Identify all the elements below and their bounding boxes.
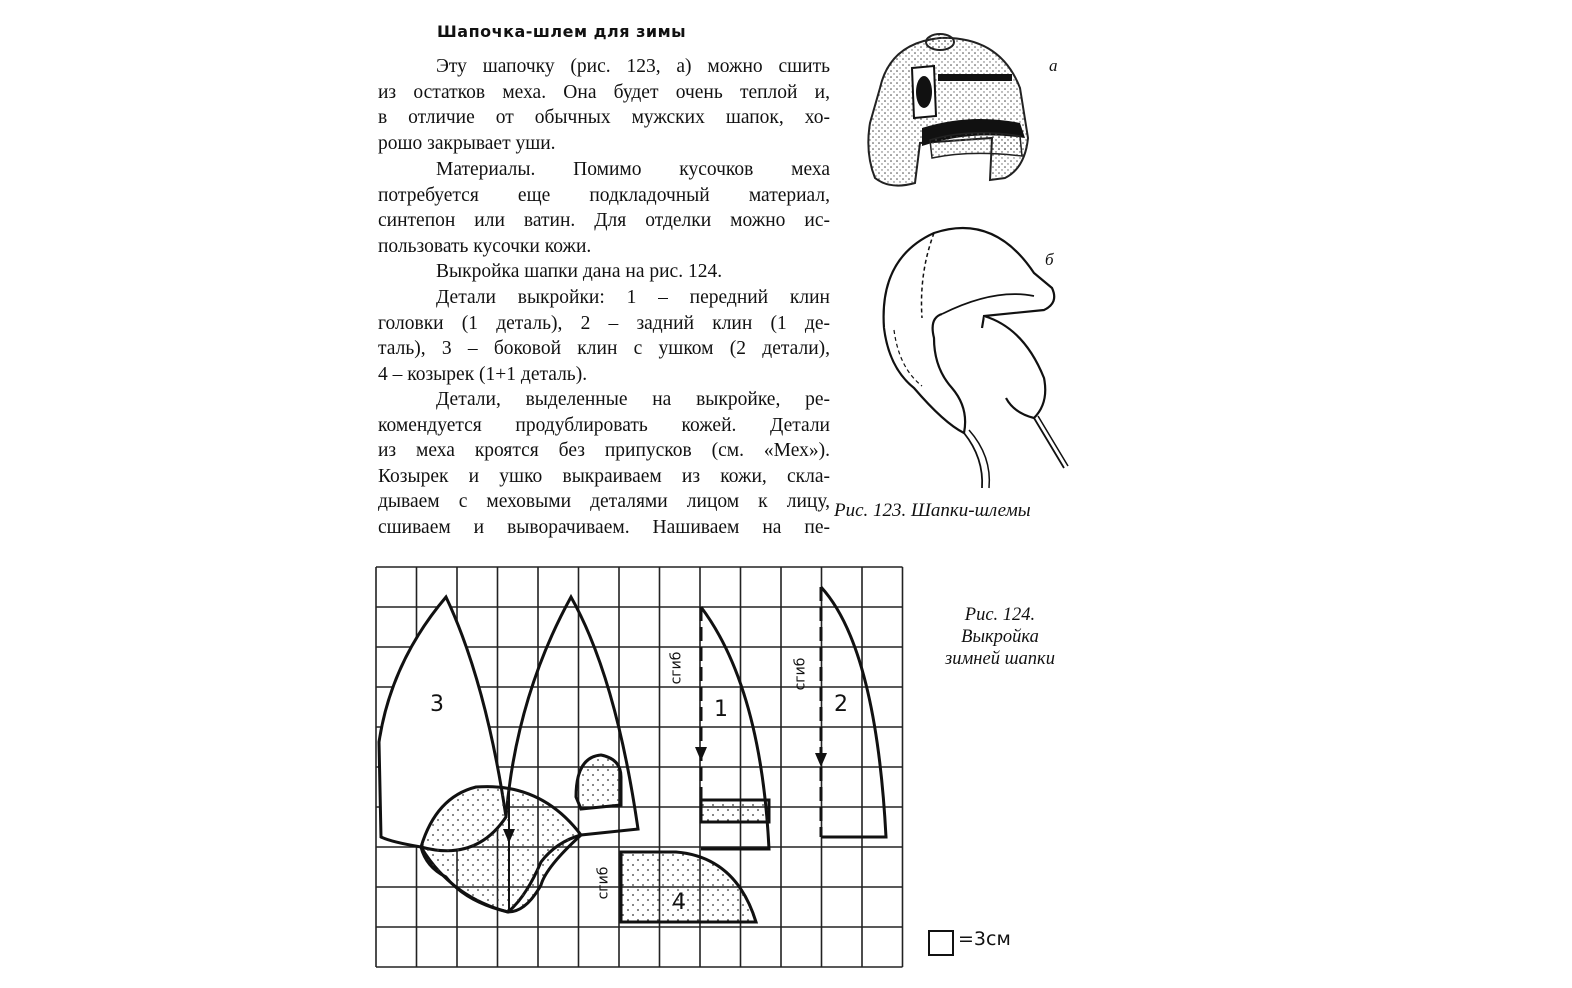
figure-124-caption (930, 604, 1070, 670)
text-line: рошо закрывает уши. (378, 132, 556, 154)
caption-line: Выкройка (961, 627, 1039, 647)
caption-line: зимней шапки (945, 649, 1055, 669)
text-line: дываем с меховыми деталями лицом к лицу, (378, 491, 830, 513)
text-line: Материалы. Помимо кусочков меха (436, 159, 830, 180)
piece-label-4: 4 (672, 890, 686, 915)
paragraph-5 (378, 387, 830, 541)
text-line: комендуется продублировать кожей. Детали (378, 414, 830, 436)
paragraph-1 (378, 54, 830, 156)
text-line: Выкройка шапки дана на рис. 124. (436, 261, 723, 282)
scale-square (928, 930, 954, 956)
cap-illustration (874, 218, 1074, 498)
text-line: потребуется еще подкладочный материал, (378, 184, 830, 206)
text-line: в отличие от обычных мужских шапок, хо- (378, 107, 830, 129)
paragraph-2 (378, 157, 830, 259)
text-line: Эту шапочку (рис. 123, а) можно сшить (436, 56, 830, 77)
text-line: головки (1 деталь), 2 – задний клин (1 де- (378, 312, 830, 334)
fold-label: сгиб (595, 866, 612, 900)
text-line: из меха кроятся без припусков (см. «Мех»). (378, 440, 830, 462)
text-line: Детали, выделенные на выкройке, ре- (436, 389, 830, 410)
piece-label-1: 1 (714, 697, 728, 722)
figure-123-caption: Рис. 123. Шапки-шлемы (834, 500, 1031, 521)
text-line: пользовать кусочки кожи. (378, 235, 592, 257)
fold-label: сгиб (668, 651, 685, 685)
text-line: сшиваем и выворачиваем. Нашиваем на пе- (378, 516, 830, 538)
text-line: таль), 3 – боковой клин с ушком (2 детали), (378, 338, 830, 360)
paragraph-4 (378, 285, 830, 387)
fold-label: сгиб (792, 657, 809, 691)
figure-label-b: б (1045, 250, 1054, 269)
scale-label: =3см (958, 928, 1011, 950)
piece-label-2: 2 (834, 692, 848, 717)
pattern-grid (376, 567, 906, 967)
text-line: синтепон или ватин. Для отделки можно ис- (378, 210, 830, 232)
piece-label-3: 3 (430, 692, 444, 717)
text-line: Козырек и ушко выкраиваем из кожи, скла- (378, 465, 830, 487)
section-heading: Шапочка-шлем для зимы (437, 22, 687, 41)
text-line: Детали выкройки: 1 – передний клин (436, 287, 830, 308)
text-line: из остатков меха. Она будет очень теплой и, (378, 81, 830, 103)
figure-label-a: а (1049, 56, 1058, 75)
text-line: 4 – козырек (1+1 деталь). (378, 363, 588, 385)
caption-line: Рис. 124. (964, 605, 1036, 625)
fur-hat-illustration (860, 28, 1040, 198)
paragraph-3 (378, 259, 830, 285)
